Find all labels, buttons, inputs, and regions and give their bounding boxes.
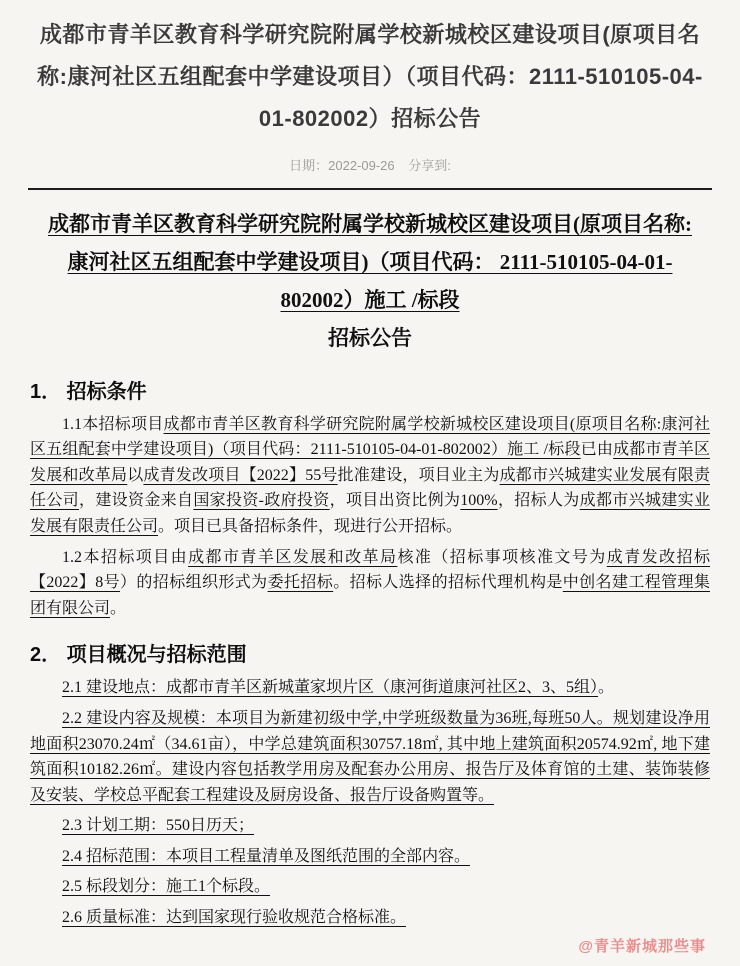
plain-text: 。招标人选择的招标代理机构是 [333, 574, 563, 592]
underlined-text: 成都市青羊区发展和改革局 [188, 548, 398, 566]
plain-text: 。 [598, 679, 615, 697]
underlined-text: 2.4 招标范围：本项目工程量清单及图纸范围的全部内容。 [62, 847, 471, 865]
underlined-text: 2.5 标段划分：施工1个标段。 [62, 878, 271, 896]
plain-text: 。项目已具备招标条件，现进行公开招标。 [158, 517, 463, 535]
underlined-text: 2.1 建设地点：成都市青羊区新城董家坝片区（康河街道康河社区2、3、5组） [62, 679, 599, 697]
section-heading: 2． 项目概况与招标范围 [30, 644, 247, 667]
document-title [38, 206, 702, 357]
doc-sections [30, 378, 710, 931]
underlined-text: 成都市兴城建实业发展有限责任公司 [30, 466, 710, 510]
share-link[interactable]: 分享到: [408, 158, 451, 174]
underlined-text: 委托招标 [267, 574, 334, 592]
underlined-text: 100% [460, 492, 498, 510]
paragraph [30, 675, 710, 701]
paragraph [30, 706, 710, 808]
plain-text: ，招标人为 [497, 492, 580, 510]
underlined-text: 2.3 计划工期：550日历天； [62, 817, 255, 835]
plain-text: ，建设资金来自 [79, 492, 194, 510]
underlined-text: 中创名建工程管理集团有限公司 [30, 574, 710, 617]
underlined-text: 成都市兴城建实业发展有限责任公司 [30, 492, 710, 535]
underlined-text: 成青发改招标【2022】8号 [30, 548, 710, 592]
underlined-text: 2.6 质量标准：达到国家现行验收规范合格标准。 [62, 909, 407, 927]
divider [28, 188, 712, 190]
post-title: 成都市青羊区教育科学研究院附属学校新城校区建设项目(原项目名称:康河社区五组配套中学建设项目）（项目代码：2111-510105-04-01-802002）招标公告 [37, 22, 703, 131]
plain-text: 批准建设，项目业主为 [337, 466, 500, 484]
section-heading: 1． 招标条件 [30, 380, 147, 403]
underlined-text: 成都市青羊区发展和改革局 [30, 441, 710, 484]
plain-text: ，项目出资比例为 [329, 492, 461, 510]
paragraph [30, 545, 710, 622]
paragraph [30, 412, 710, 540]
plain-text: 以 [127, 466, 144, 484]
paragraph [30, 844, 710, 870]
meta-line [30, 155, 710, 174]
document-title-sub: 招标公告 [328, 325, 412, 350]
date-label: 日期：2022-09-26 [289, 158, 395, 174]
post-header [0, 0, 740, 174]
plain-text: 。 [110, 599, 127, 617]
watermark: @青羊新城那些事 [578, 938, 706, 955]
underlined-text: 成青发改项目【2022】55号 [143, 466, 338, 484]
plain-text: 已由 [580, 441, 614, 459]
underlined-text: 成都市青羊区教育科学研究院附属学校新城校区建设项目(原项目名称:康河社区五组配套中学建设项目)（项目代码：2111-510105-04-01-802002）施工 /标段 [30, 415, 710, 459]
paragraph [30, 905, 710, 931]
plain-text: 1.1本招标项目 [62, 415, 164, 433]
plain-text: ）的招标组织形式为 [120, 574, 268, 592]
underlined-text: 2.2 建设内容及规模：本项目为新建初级中学,中学班级数量为36班,每班50人。规划建设净用地面积23070.24㎡（34.61亩），中学总建筑面积30757.18㎡, 其中地上建筑面积20574.92㎡, 地下建筑面积10182.26㎡。建设内容包括教学用房及配套办公用房、报告厅及体育馆的土建、装饰装修及安装、学校总平配套工程建设及厨房设备、报告厅设备购置等。 [30, 709, 710, 804]
plain-text: 核准（招标事项核准文号为 [397, 548, 607, 566]
paragraph [30, 874, 710, 900]
plain-text: 1.2本招标项目由 [62, 548, 189, 566]
underlined-text: 国家投资-政府投资 [193, 492, 330, 510]
paragraph [30, 813, 710, 839]
document-body [30, 206, 710, 930]
document-title-main: 成都市青羊区教育科学研究院附属学校新城校区建设项目(原项目名称:康河社区五组配套中学建设项目)（项目代码： 2111-510105-04-01-802002）施工 /标段 [48, 212, 692, 312]
